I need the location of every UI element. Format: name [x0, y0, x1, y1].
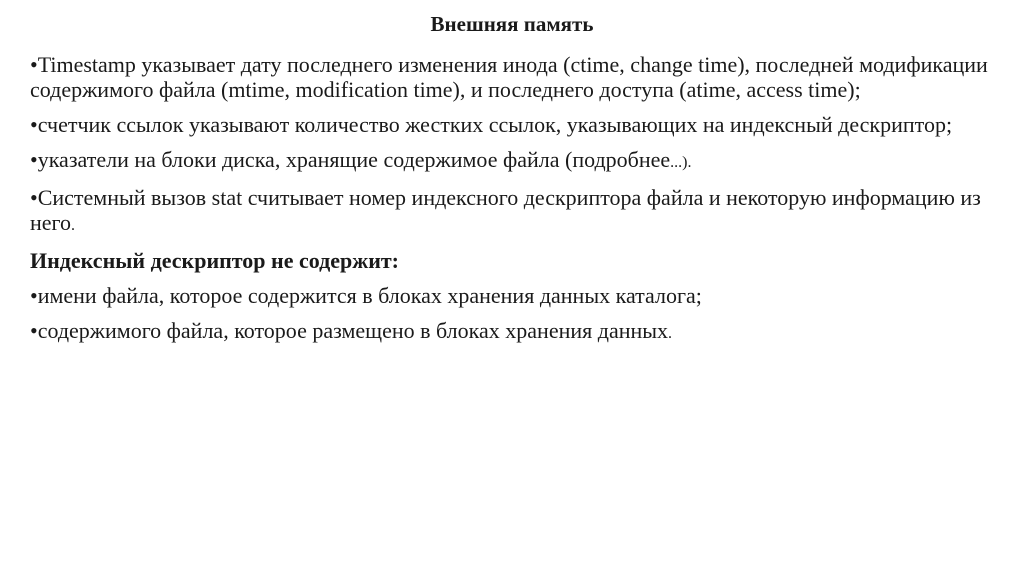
slide-content — [30, 52, 1005, 356]
bullet-text: счетчик ссылок указывают количество жестких ссылок, указывающих на индексный дескриптор; — [37, 112, 953, 137]
bullet-text: имени файла, которое содержится в блоках хранения данных каталога; — [37, 283, 702, 308]
bullet-marker: • — [30, 52, 38, 77]
bullet-item-file-contents — [30, 318, 1005, 346]
bullet-item-timestamp — [30, 52, 1005, 102]
bullet-text: указатели на блоки диска, хранящие содержимое файла (подробнее — [37, 147, 671, 172]
bullet-item-link-count — [30, 112, 1005, 137]
bullet-text: содержимого файла, которое размещено в блоках хранения данных — [37, 318, 669, 343]
bullet-item-block-pointers — [30, 147, 1005, 175]
bullet-tail: . — [668, 325, 673, 342]
bullet-marker: • — [30, 318, 38, 343]
bullet-marker: • — [30, 147, 38, 172]
bullet-tail: ...). — [670, 154, 692, 171]
bullet-marker: • — [30, 185, 38, 210]
subheading: Индексный дескриптор не содержит: — [30, 248, 400, 273]
bullet-marker: • — [30, 283, 38, 308]
bullet-text: Timestamp указывает дату последнего изменения инода (ctime, change time), последней модификации содержимого файла (mtime, modification time), и последнего доступа (atime, access time); — [30, 52, 988, 102]
slide-title: Внешняя память — [430, 12, 594, 36]
bullet-tail: . — [71, 217, 76, 234]
bullet-marker: • — [30, 112, 38, 137]
bullet-item-file-name — [30, 283, 1005, 308]
bullet-text: Системный вызов stat считывает номер индексного дескриптора файла и некоторую информацию из него — [30, 185, 981, 235]
bullet-item-stat-call — [30, 185, 1005, 238]
